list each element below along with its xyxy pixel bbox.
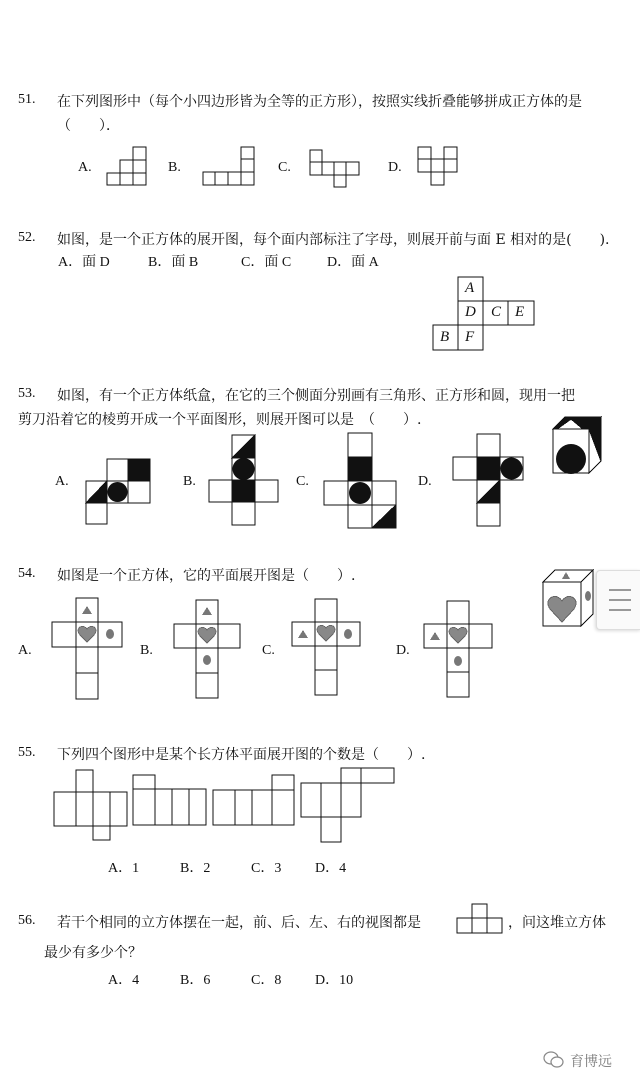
q55-text: 下列四个图形中是某个长方体平面展开图的个数是（ ）. <box>57 747 426 763</box>
menu-icon <box>609 589 631 591</box>
wechat-icon <box>543 1051 565 1069</box>
q56-number: 56. <box>18 913 36 928</box>
q55-figure-1[interactable] <box>54 770 130 842</box>
q51-net-c[interactable] <box>310 149 362 189</box>
q55-option-c[interactable]: C．3 <box>251 861 282 876</box>
q51-text-line2: （ ）． <box>57 118 120 134</box>
q53-net-b[interactable] <box>209 435 279 527</box>
q54-net-b[interactable] <box>174 600 244 700</box>
q52-text: 如图，是一个正方体的展开图，每个面内部标注了字母，则展开前与面 E 相对的是( ). <box>57 232 610 248</box>
watermark-text: 育博远 <box>570 1054 612 1070</box>
q51-option-a-label[interactable]: A. <box>78 160 92 175</box>
q54-net-a[interactable] <box>52 598 124 700</box>
q52-number: 52. <box>18 230 36 245</box>
q54-option-a-label[interactable]: A. <box>18 643 32 658</box>
q52-option-b[interactable]: B．面 B <box>148 255 199 270</box>
q52-face-d: D <box>465 304 476 320</box>
q56-text-before: 若干个相同的立方体摆在一起，前、后、左、右的视图都是 <box>57 915 421 931</box>
q55-figure-4[interactable] <box>301 768 397 844</box>
q56-option-c[interactable]: C．8 <box>251 973 282 988</box>
q51-number: 51. <box>18 92 36 107</box>
q54-number: 54. <box>18 566 36 581</box>
q51-option-d-label[interactable]: D. <box>388 160 402 175</box>
q54-net-d[interactable] <box>424 601 494 699</box>
q53-option-a-label[interactable]: A. <box>55 474 69 489</box>
q54-option-d-label[interactable]: D. <box>396 643 410 658</box>
q55-number: 55. <box>18 745 36 760</box>
q53-text-line1: 如图，有一个正方体纸盒，在它的三个侧面分别画有三角形、正方形和圆，现用一把 <box>57 388 575 404</box>
q55-option-a[interactable]: A．1 <box>108 861 140 876</box>
q51-net-b[interactable] <box>203 146 255 186</box>
q52-face-f: F <box>465 329 475 345</box>
q56-option-d[interactable]: D．10 <box>315 973 354 988</box>
q52-face-b: B <box>440 329 450 345</box>
q53-option-b-label[interactable]: B. <box>183 474 196 489</box>
q52-face-e: E <box>515 304 525 320</box>
q53-option-c-label[interactable]: C. <box>296 474 309 489</box>
q56-option-b[interactable]: B．6 <box>180 973 211 988</box>
q56-view-figure <box>457 903 503 935</box>
q53-net-a[interactable] <box>86 435 152 525</box>
q54-option-b-label[interactable]: B. <box>140 643 153 658</box>
menu-icon-bar <box>609 609 631 611</box>
floating-menu-button[interactable] <box>596 570 640 630</box>
q52-option-c[interactable]: C．面 C <box>241 255 292 270</box>
q53-number: 53. <box>18 386 36 401</box>
q56-text-line2: 最少有多少个？ <box>44 945 142 961</box>
q52-face-c: C <box>491 304 502 320</box>
q55-figure-2[interactable] <box>133 775 209 827</box>
q51-option-c-label[interactable]: C. <box>278 160 291 175</box>
q55-figure-3[interactable] <box>213 775 297 827</box>
q55-option-d[interactable]: D．4 <box>315 861 347 876</box>
q56-option-a[interactable]: A．4 <box>108 973 140 988</box>
q52-option-a[interactable]: A．面 D <box>58 255 110 270</box>
q55-option-b[interactable]: B．2 <box>180 861 211 876</box>
q54-net-c[interactable] <box>292 599 362 697</box>
q53-net-d[interactable] <box>453 434 525 528</box>
q52-option-d[interactable]: D．面 A <box>327 255 379 270</box>
q54-option-c-label[interactable]: C. <box>262 643 275 658</box>
q51-net-a[interactable] <box>107 146 149 186</box>
q53-cube-figure <box>553 417 603 477</box>
q52-face-a: A <box>465 280 475 296</box>
q51-option-b-label[interactable]: B. <box>168 160 181 175</box>
menu-icon-bar <box>609 599 631 601</box>
q53-text-line2: 剪刀沿着它的棱剪开成一个平面图形，则展开图可以是 （ ）. <box>18 412 422 428</box>
q54-cube-figure <box>543 570 595 630</box>
q51-text-line1: 在下列图形中（每个小四边形皆为全等的正方形），按照实线折叠能够拼成正方体的是 <box>57 94 582 110</box>
q51-net-d[interactable] <box>418 146 460 186</box>
q56-text-after: ，问这堆立方体 <box>508 915 606 931</box>
q53-option-d-label[interactable]: D. <box>418 474 432 489</box>
q53-net-c[interactable] <box>324 433 398 529</box>
q54-text: 如图是一个正方体，它的平面展开图是（ ）. <box>57 568 356 584</box>
